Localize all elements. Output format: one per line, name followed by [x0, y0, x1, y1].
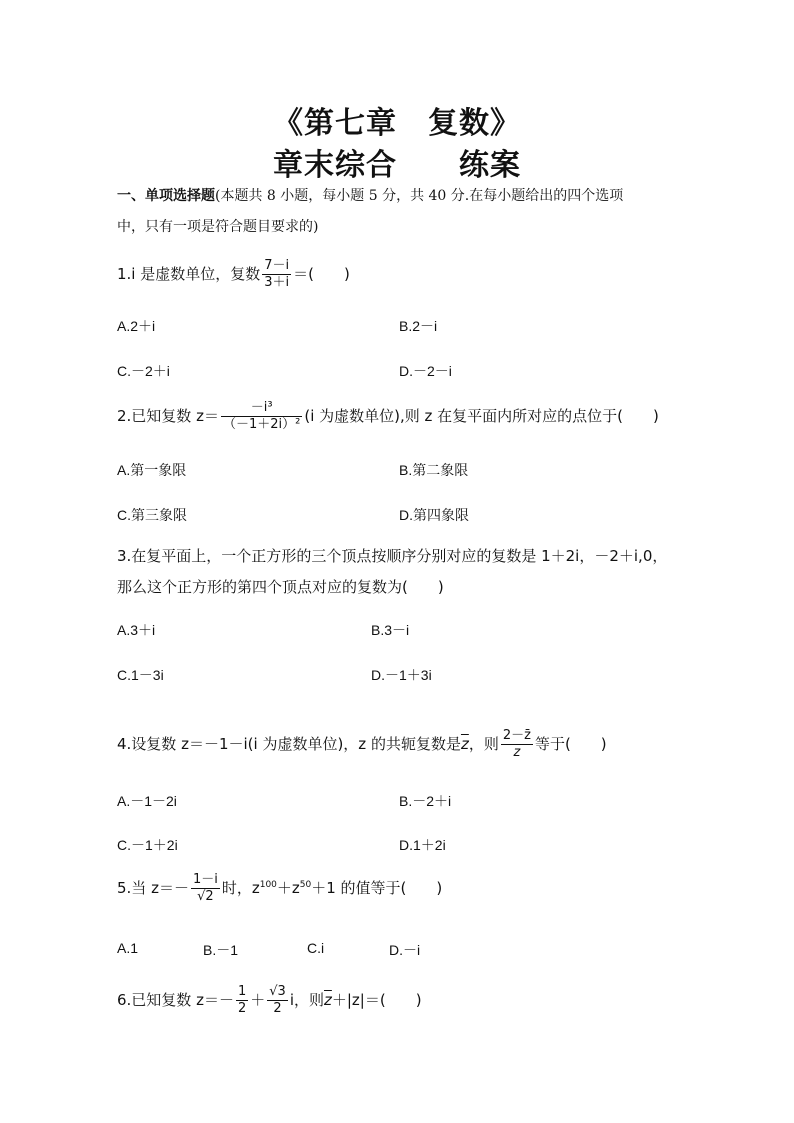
q3-line-1: 3.在复平面上，一个正方形的三个顶点按顺序分别对应的复数是 1＋2i，－2＋i,0，	[117, 547, 668, 565]
q2-prefix: 2.已知复数 z＝	[117, 407, 219, 425]
q6-frac1-num: 1	[237, 984, 247, 999]
q5-option-d: D.－i	[389, 942, 421, 958]
q3-line-2: 那么这个正方形的第四个顶点对应的复数为( )	[117, 578, 444, 596]
q2-option-d: D.第四象限	[399, 507, 469, 523]
q6-zbar: $\overline{z}$	[324, 991, 332, 1009]
q4-option-c: C.－1＋2i	[117, 837, 178, 853]
q2-fraction	[221, 400, 302, 433]
q1-frac-den: 3＋i	[264, 275, 290, 290]
q6-suffix: ＋|z|＝( )	[331, 991, 422, 1009]
q6-frac2-den: 2	[273, 1001, 282, 1016]
q5-exp-50: 50	[299, 880, 312, 890]
q6-fraction-2	[267, 984, 288, 1017]
title-line-1: 《第七章 复数》	[273, 106, 521, 141]
q5-plus: ＋z	[276, 879, 300, 897]
q6-frac2-num: √3	[269, 984, 286, 999]
q6-frac1-den: 2	[237, 1001, 247, 1016]
q4-frac-num: 2－z̄	[502, 728, 531, 743]
question-1	[117, 258, 350, 291]
q4-option-a: A.－1－2i	[117, 793, 177, 809]
q2-option-c: C.第三象限	[117, 507, 187, 523]
q3-option-a: A.3＋i	[117, 622, 156, 638]
q1-option-a: A.2＋i	[117, 318, 156, 334]
q2-option-b: B.第二象限	[399, 462, 469, 478]
q3-option-b: B.3－i	[371, 622, 410, 638]
question-6	[117, 984, 422, 1017]
q2-frac-num: －i³	[221, 400, 302, 417]
q1-option-b: B.2－i	[399, 318, 438, 334]
section-text-1: (本题共 8 小题，每小题 5 分，共 40 分.在每小题给出的四个选项	[215, 188, 624, 204]
q4-option-d: D.1＋2i	[399, 837, 446, 853]
q3-option-c: C.1－3i	[117, 667, 164, 683]
q5-option-b: B.－1	[203, 942, 239, 958]
q5-option-c: C.i	[307, 940, 325, 956]
q6-fraction-1	[236, 984, 248, 1017]
q5-middle: 时，z	[221, 879, 260, 897]
q4-frac-den: z	[513, 745, 521, 760]
q6-after: i，则	[289, 991, 324, 1009]
q5-suffix: ＋1 的值等于( )	[311, 879, 443, 897]
q2-suffix: (i 为虚数单位),则 z 在复平面内所对应的点位于( )	[304, 407, 659, 425]
q4-option-b: B.－2＋i	[399, 793, 452, 809]
q5-prefix: 5.当 z＝－	[117, 879, 189, 897]
question-2	[117, 400, 659, 433]
title-line-2: 章末综合 练案	[273, 148, 521, 183]
q5-frac-num: 1－i	[192, 872, 218, 887]
q5-fraction	[191, 872, 220, 905]
q1-option-c: C.－2＋i	[117, 363, 170, 379]
q4-middle: ，则	[468, 735, 499, 753]
q4-suffix: 等于( )	[534, 735, 607, 753]
question-4	[117, 728, 607, 761]
section-text-2: 中，只有一项是符合题目要求的)	[117, 219, 319, 235]
q2-option-a: A.第一象限	[117, 462, 187, 478]
q1-fraction	[262, 258, 291, 291]
q2-frac-den: （－1＋2i）²	[222, 417, 301, 432]
q3-option-d: D.－1＋3i	[371, 667, 432, 683]
q1-option-d: D.－2－i	[399, 363, 452, 379]
q5-exp-100: 100	[259, 880, 277, 890]
question-5	[117, 872, 442, 905]
q6-plus: ＋	[250, 991, 266, 1009]
section-heading: 一、单项选择题	[117, 188, 215, 204]
q1-suffix: ＝( )	[293, 265, 350, 283]
section-instructions-line-1	[117, 186, 623, 206]
q6-prefix: 6.已知复数 z＝－	[117, 991, 234, 1009]
q4-zbar: $\overline{z}$	[460, 735, 469, 753]
q5-frac-den: √2	[197, 889, 214, 904]
q1-frac-num: 7－i	[264, 258, 290, 273]
q5-option-a: A.1	[117, 940, 139, 956]
q4-prefix: 4.设复数 z＝－1－i(i 为虚数单位)，z 的共轭复数是	[117, 735, 461, 753]
q4-fraction	[501, 728, 533, 761]
q1-prefix: 1.i 是虚数单位，复数	[117, 265, 261, 283]
